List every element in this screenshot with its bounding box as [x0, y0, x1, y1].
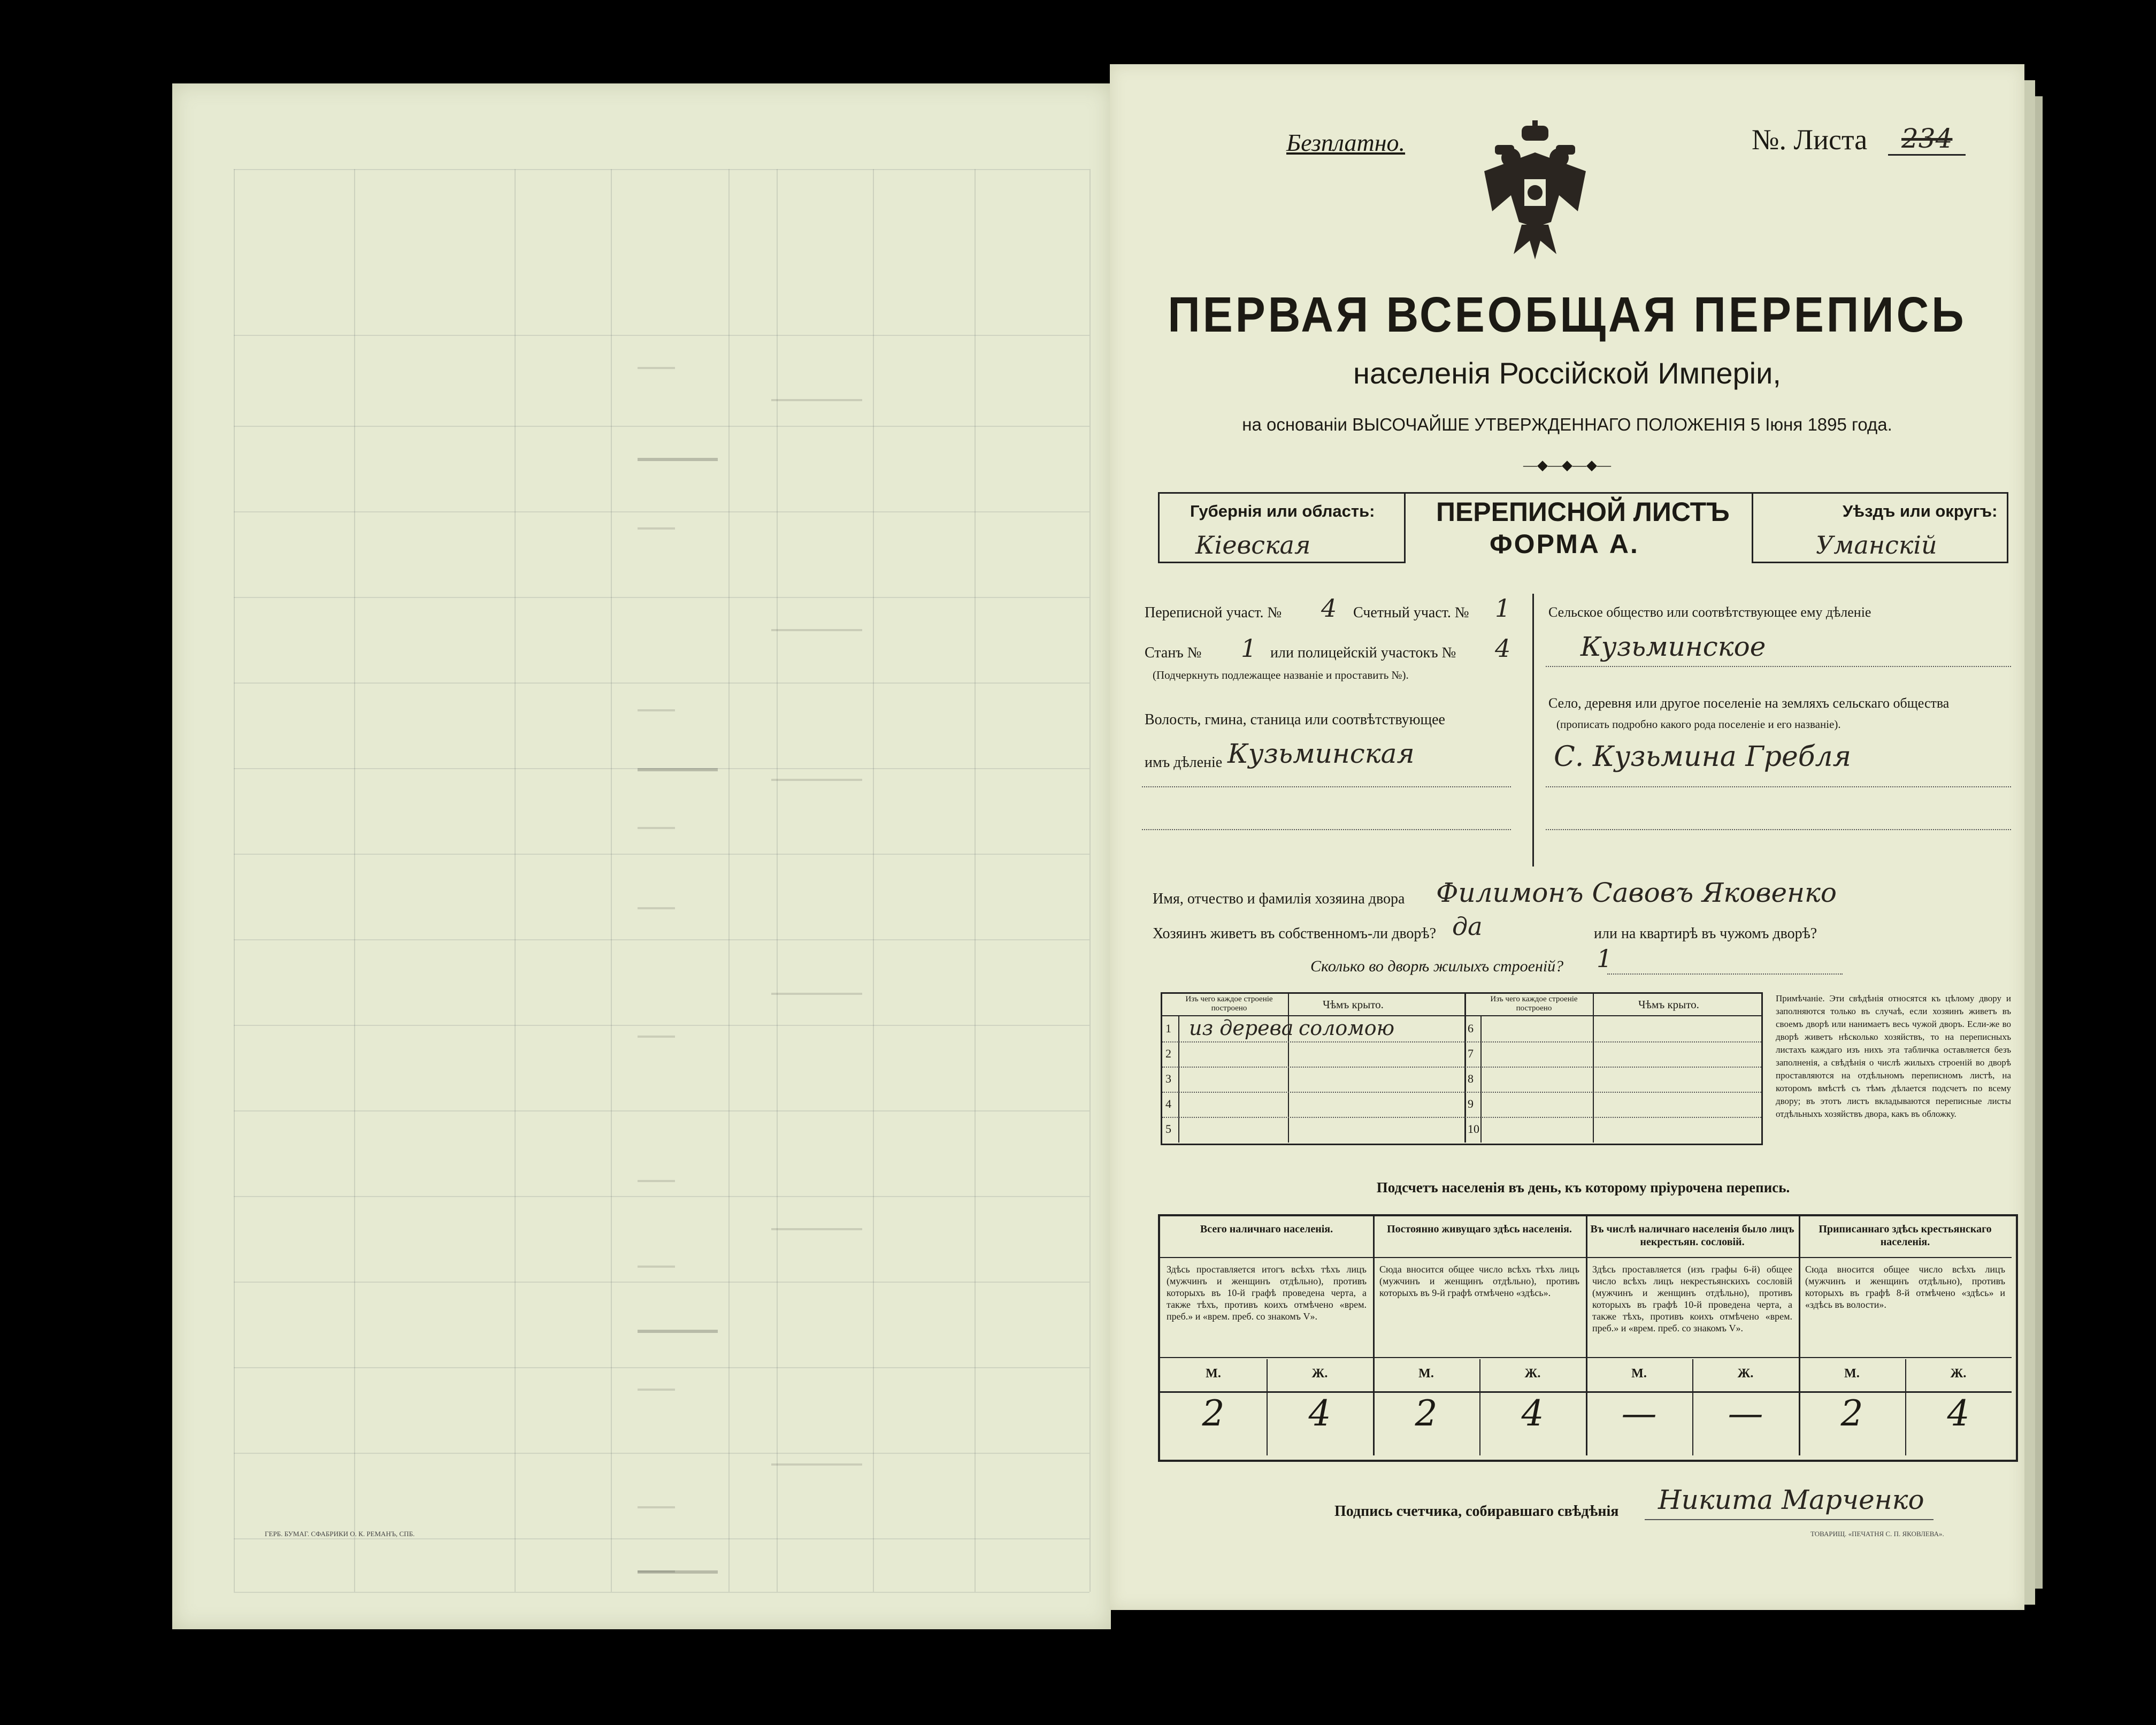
buildings-table	[1161, 992, 1763, 1145]
count-table-title: Подсчетъ населенія въ день, къ которому пріурочена перепись.	[1376, 1179, 1790, 1195]
imperial-eagle-icon	[1479, 120, 1591, 265]
male-count: 2	[1840, 1393, 1863, 1434]
female-label: Ж.	[1737, 1367, 1754, 1381]
female-count: 4	[1308, 1393, 1331, 1434]
volost-label-1: Волость, гмина, станица или соотвѣтствующее	[1145, 711, 1445, 728]
buildings-label: Сколько во дворѣ жилыхъ строеній?	[1310, 957, 1564, 975]
buildings-row	[1464, 1067, 1761, 1093]
page-subtitle: населенія Россійской Имперіи,	[1353, 356, 1781, 390]
page-edge	[2024, 80, 2035, 1605]
buildings-row-number: 9	[1468, 1097, 1474, 1110]
police-value: 4	[1495, 634, 1511, 663]
buildings-row	[1162, 1117, 1464, 1142]
province-label: Губернія или область:	[1190, 502, 1375, 520]
male-count: 2	[1202, 1393, 1225, 1434]
buildings-row-number: 5	[1165, 1122, 1171, 1136]
buildings-row	[1162, 1067, 1464, 1093]
buildings-row	[1464, 1041, 1761, 1068]
count-column-header: Въ числѣ наличнаго населенія было лицъ некрестьян. сословій.	[1586, 1216, 1799, 1258]
count-column-description: Сюда вносится общее число всѣхъ тѣхъ лицъ (мужчинъ и женщинъ отдѣльно), противъ которыхъ въ 9-й графѣ отмѣчено «здѣсь».	[1373, 1259, 1586, 1358]
male-count: —	[1621, 1393, 1657, 1434]
buildings-row-number: 1	[1165, 1022, 1171, 1035]
female-count: —	[1728, 1393, 1763, 1434]
count-column	[1160, 1216, 1375, 1455]
stan-label: Станъ №	[1145, 645, 1202, 661]
buildings-col2-header: Чѣмъ крыто.	[1323, 998, 1384, 1011]
buildings-value: 1	[1597, 944, 1613, 973]
male-label: М.	[1844, 1367, 1860, 1381]
underline-note: (Подчеркнуть подлежащее названіе и проставить №).	[1153, 669, 1409, 681]
province-value: Кіевская	[1195, 531, 1311, 559]
buildings-row	[1464, 1092, 1761, 1118]
buildings-note: Примѣчаніе. Эти свѣдѣнія относятся къ цѣлому двору и заполняются только въ случаѣ, если хозяинъ живетъ въ своемъ дворѣ или нанимаетъ весь чужой дворъ. Если-же во дворѣ живетъ нѣсколько хозяйствъ, то на переписныхъ листахъ каждаго изъ нихъ эта табличка оставляется безъ заполненія, а свѣдѣнія о числѣ жилыхъ строеній во дворѣ проставляются на отдѣльномъ переписномъ листѣ, на которомъ вмѣстѣ съ тѣмъ дѣлается подсчетъ по всему двору; въ этотъ листъ вкладываются переписные листы отдѣльныхъ хозяйствъ двора, какъ въ обложку.	[1776, 993, 2011, 1119]
free-label: Безплатно.	[1286, 129, 1406, 156]
region-box	[1158, 492, 2008, 564]
female-count: 4	[1521, 1393, 1544, 1434]
police-label: или полицейскій участокъ №	[1270, 645, 1456, 661]
count-column	[1799, 1216, 2012, 1455]
buildings-row	[1464, 1016, 1761, 1042]
count-table	[1158, 1214, 2018, 1462]
count-column-header: Всего наличнаго населенія.	[1160, 1216, 1373, 1258]
right-page-census-form	[265, 64, 2024, 1610]
footer-imprint-left: ГЕРБ. БУМАГ. СФАБРИКИ О. К. РЕМАНЪ, СПБ.	[265, 1530, 415, 1538]
buildings-row	[1162, 1092, 1464, 1118]
male-label: М.	[1418, 1367, 1434, 1381]
buildings-row	[1464, 1117, 1761, 1142]
society-label: Сельское общество или соотвѣтствующее ему дѣленіе	[1548, 604, 1871, 620]
count-column-description: Здѣсь проставляется (изъ графы 6-й) общее число всѣхъ лицъ некрестьянскихъ сословій (мужчинъ и женщинъ отдѣльно), противъ которыхъ въ графѣ 10-й проведена черта, а также тѣхъ, противъ коихъ отмѣчено «врем. преб.» и «врем. преб. со знакомъ V».	[1586, 1259, 1799, 1358]
page-basis-line: на основаніи ВЫСОЧАЙШЕ УТВЕРЖДЕННАГО ПОЛОЖЕНІЯ 5 Іюня 1895 года.	[1242, 415, 1892, 434]
buildings-row	[1162, 1041, 1464, 1068]
count-column-header: Приписаннаго здѣсь крестьянскаго населенія.	[1799, 1216, 2012, 1258]
own-yard-label: Хозяинъ живетъ въ собственномъ-ли дворѣ?	[1153, 925, 1437, 942]
buildings-row-number: 6	[1468, 1022, 1474, 1035]
page-edge	[2035, 96, 2043, 1589]
sheet-title: ПЕРЕПИСНОЙ ЛИСТЪ	[1436, 497, 1730, 527]
male-label: М.	[1206, 1367, 1221, 1381]
district-label: Уѣздъ или округъ:	[1843, 502, 1998, 520]
male-label: М.	[1631, 1367, 1647, 1381]
stan-value: 1	[1241, 634, 1257, 663]
counting-district-label: Счетный участ. №	[1353, 604, 1469, 621]
owner-value: Филимонъ Савовъ Яковенко	[1436, 877, 1837, 908]
buildings-row-number: 4	[1165, 1097, 1171, 1110]
village-label: Село, деревня или другое поселеніе на земляхъ сельскаго общества	[1548, 695, 1950, 711]
volost-value: Кузьминская	[1227, 738, 1415, 769]
volost-label-2: имъ дѣленіе	[1145, 754, 1223, 771]
buildings-col1-header: Изъ чего каждое строеніе построено	[1185, 995, 1273, 1013]
page-title: ПЕРВАЯ ВСЕОБЩАЯ ПЕРЕПИСЬ	[1168, 287, 1967, 342]
signature-value: Никита Марченко	[1658, 1484, 1924, 1515]
census-district-value: 4	[1321, 594, 1337, 623]
count-column-description: Здѣсь проставляется итогъ всѣхъ тѣхъ лицъ (мужчинъ и женщинъ отдѣльно), противъ которыхъ въ 10-й графѣ проведена черта, а также тѣхъ, противъ коихъ отмѣчено «врем. преб.» и «врем. преб. со знакомъ V».	[1160, 1259, 1373, 1358]
building-material: из дерева	[1189, 1016, 1294, 1040]
census-district-label: Переписной участ. №	[1145, 604, 1282, 621]
buildings-row-number: 8	[1468, 1072, 1474, 1085]
counting-district-value: 1	[1495, 594, 1511, 623]
count-column	[1586, 1216, 1800, 1455]
owner-label: Имя, отчество и фамилія хозяина двора	[1153, 891, 1405, 907]
male-count: 2	[1415, 1393, 1438, 1434]
count-column	[1373, 1216, 1587, 1455]
buildings-row-number: 3	[1165, 1072, 1171, 1085]
buildings-row-number: 7	[1468, 1047, 1474, 1060]
society-value: Кузьминское	[1580, 631, 1766, 662]
footer-imprint-right: ТОВАРИЩ. «ПЕЧАТНЯ С. П. ЯКОВЛЕВА».	[1810, 1530, 1944, 1538]
sheet-number-value: 234	[1901, 123, 1953, 154]
count-column-description: Сюда вносится общее число всѣхъ лицъ (мужчинъ и женщинъ отдѣльно), противъ которыхъ въ графѣ 8-й отмѣчено «здѣсь» и «здѣсь въ волости».	[1799, 1259, 2012, 1358]
signature-label: Подпись счетчика, собиравшаго свѣдѣнія	[1334, 1503, 1619, 1520]
building-roof: соломою	[1299, 1016, 1395, 1040]
female-label: Ж.	[1311, 1367, 1328, 1381]
form-label: ФОРМА А.	[1490, 529, 1639, 559]
count-column-header: Постоянно живущаго здѣсь населенія.	[1373, 1216, 1586, 1258]
female-label: Ж.	[1950, 1367, 1967, 1381]
left-page-reverse	[172, 83, 1111, 1629]
own-yard-value: да	[1452, 912, 1483, 941]
ornament-divider: —◆—◆—◆—	[1523, 457, 1611, 473]
female-count: 4	[1947, 1393, 1970, 1434]
buildings-col1-header-r: Изъ чего каждое строеніе построено	[1490, 995, 1578, 1013]
village-value: С. Кузьмина Гребля	[1554, 741, 1852, 773]
buildings-row-number: 2	[1165, 1047, 1171, 1060]
buildings-row	[1162, 1016, 1464, 1042]
village-note: (прописать подробно какого рода поселеніе и его названіе).	[1556, 718, 1841, 731]
rent-label: или на квартирѣ въ чужомъ дворѣ?	[1594, 925, 1817, 942]
female-label: Ж.	[1524, 1367, 1541, 1381]
buildings-row-number: 10	[1468, 1122, 1479, 1136]
buildings-col2-header-r: Чѣмъ крыто.	[1638, 998, 1699, 1011]
district-value: Уманскій	[1816, 531, 1937, 559]
sheet-number-label: №. Листа	[1752, 124, 1868, 156]
